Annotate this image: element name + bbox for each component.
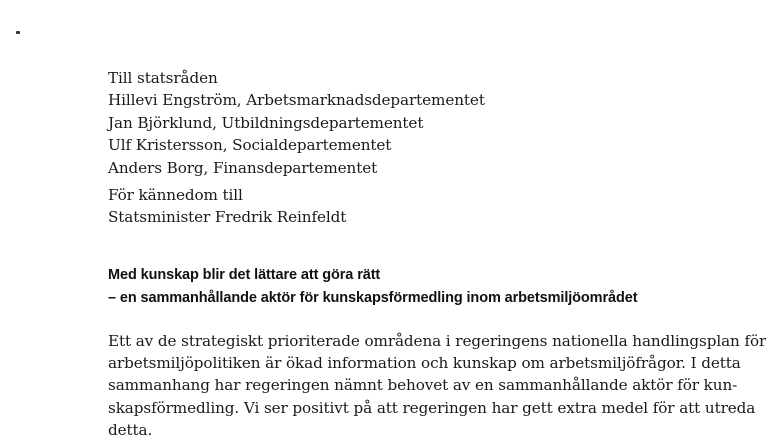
heading-title: Med kunskap blir det lättare att göra rätt: [108, 267, 381, 283]
scan-speck: [16, 31, 20, 34]
cc-recipient: Statsminister Fredrik Reinfeldt: [108, 208, 347, 227]
body-line: sammanhang har regeringen nämnt behovet av en sammanhållande aktör för kun-: [108, 376, 738, 395]
recipient-line: Jan Björklund, Utbildningsdepartementet: [108, 113, 424, 132]
recipient-line: Anders Borg, Finansdepartementet: [108, 158, 378, 177]
body-line: skapsförmedling. Vi ser positivt på att regeringen har gett extra medel för att utreda: [108, 398, 756, 417]
cc-intro: För kännedom till: [108, 186, 243, 204]
body-line: detta.: [108, 420, 153, 439]
body-line: Ett av de strategiskt prioriterade områdena i regeringens nationella handlingsplan för: [108, 332, 766, 350]
recipient-line: Ulf Kristersson, Socialdepartementet: [108, 136, 392, 155]
cc-block: [108, 184, 346, 229]
body-line: arbetsmiljöpolitiken är ökad information och kunskap om arbetsmiljöfrågor. I detta: [108, 354, 741, 373]
letter-heading: [108, 264, 637, 309]
recipient-line: Hillevi Engström, Arbetsmarknadsdepartementet: [108, 91, 485, 110]
heading-subtitle: – en sammanhållande aktör för kunskapsförmedling inom arbetsmiljöområdet: [108, 289, 638, 306]
addressee-block: [108, 67, 485, 179]
addressee-intro: Till statsråden: [108, 69, 218, 87]
body-paragraph: [108, 330, 766, 441]
